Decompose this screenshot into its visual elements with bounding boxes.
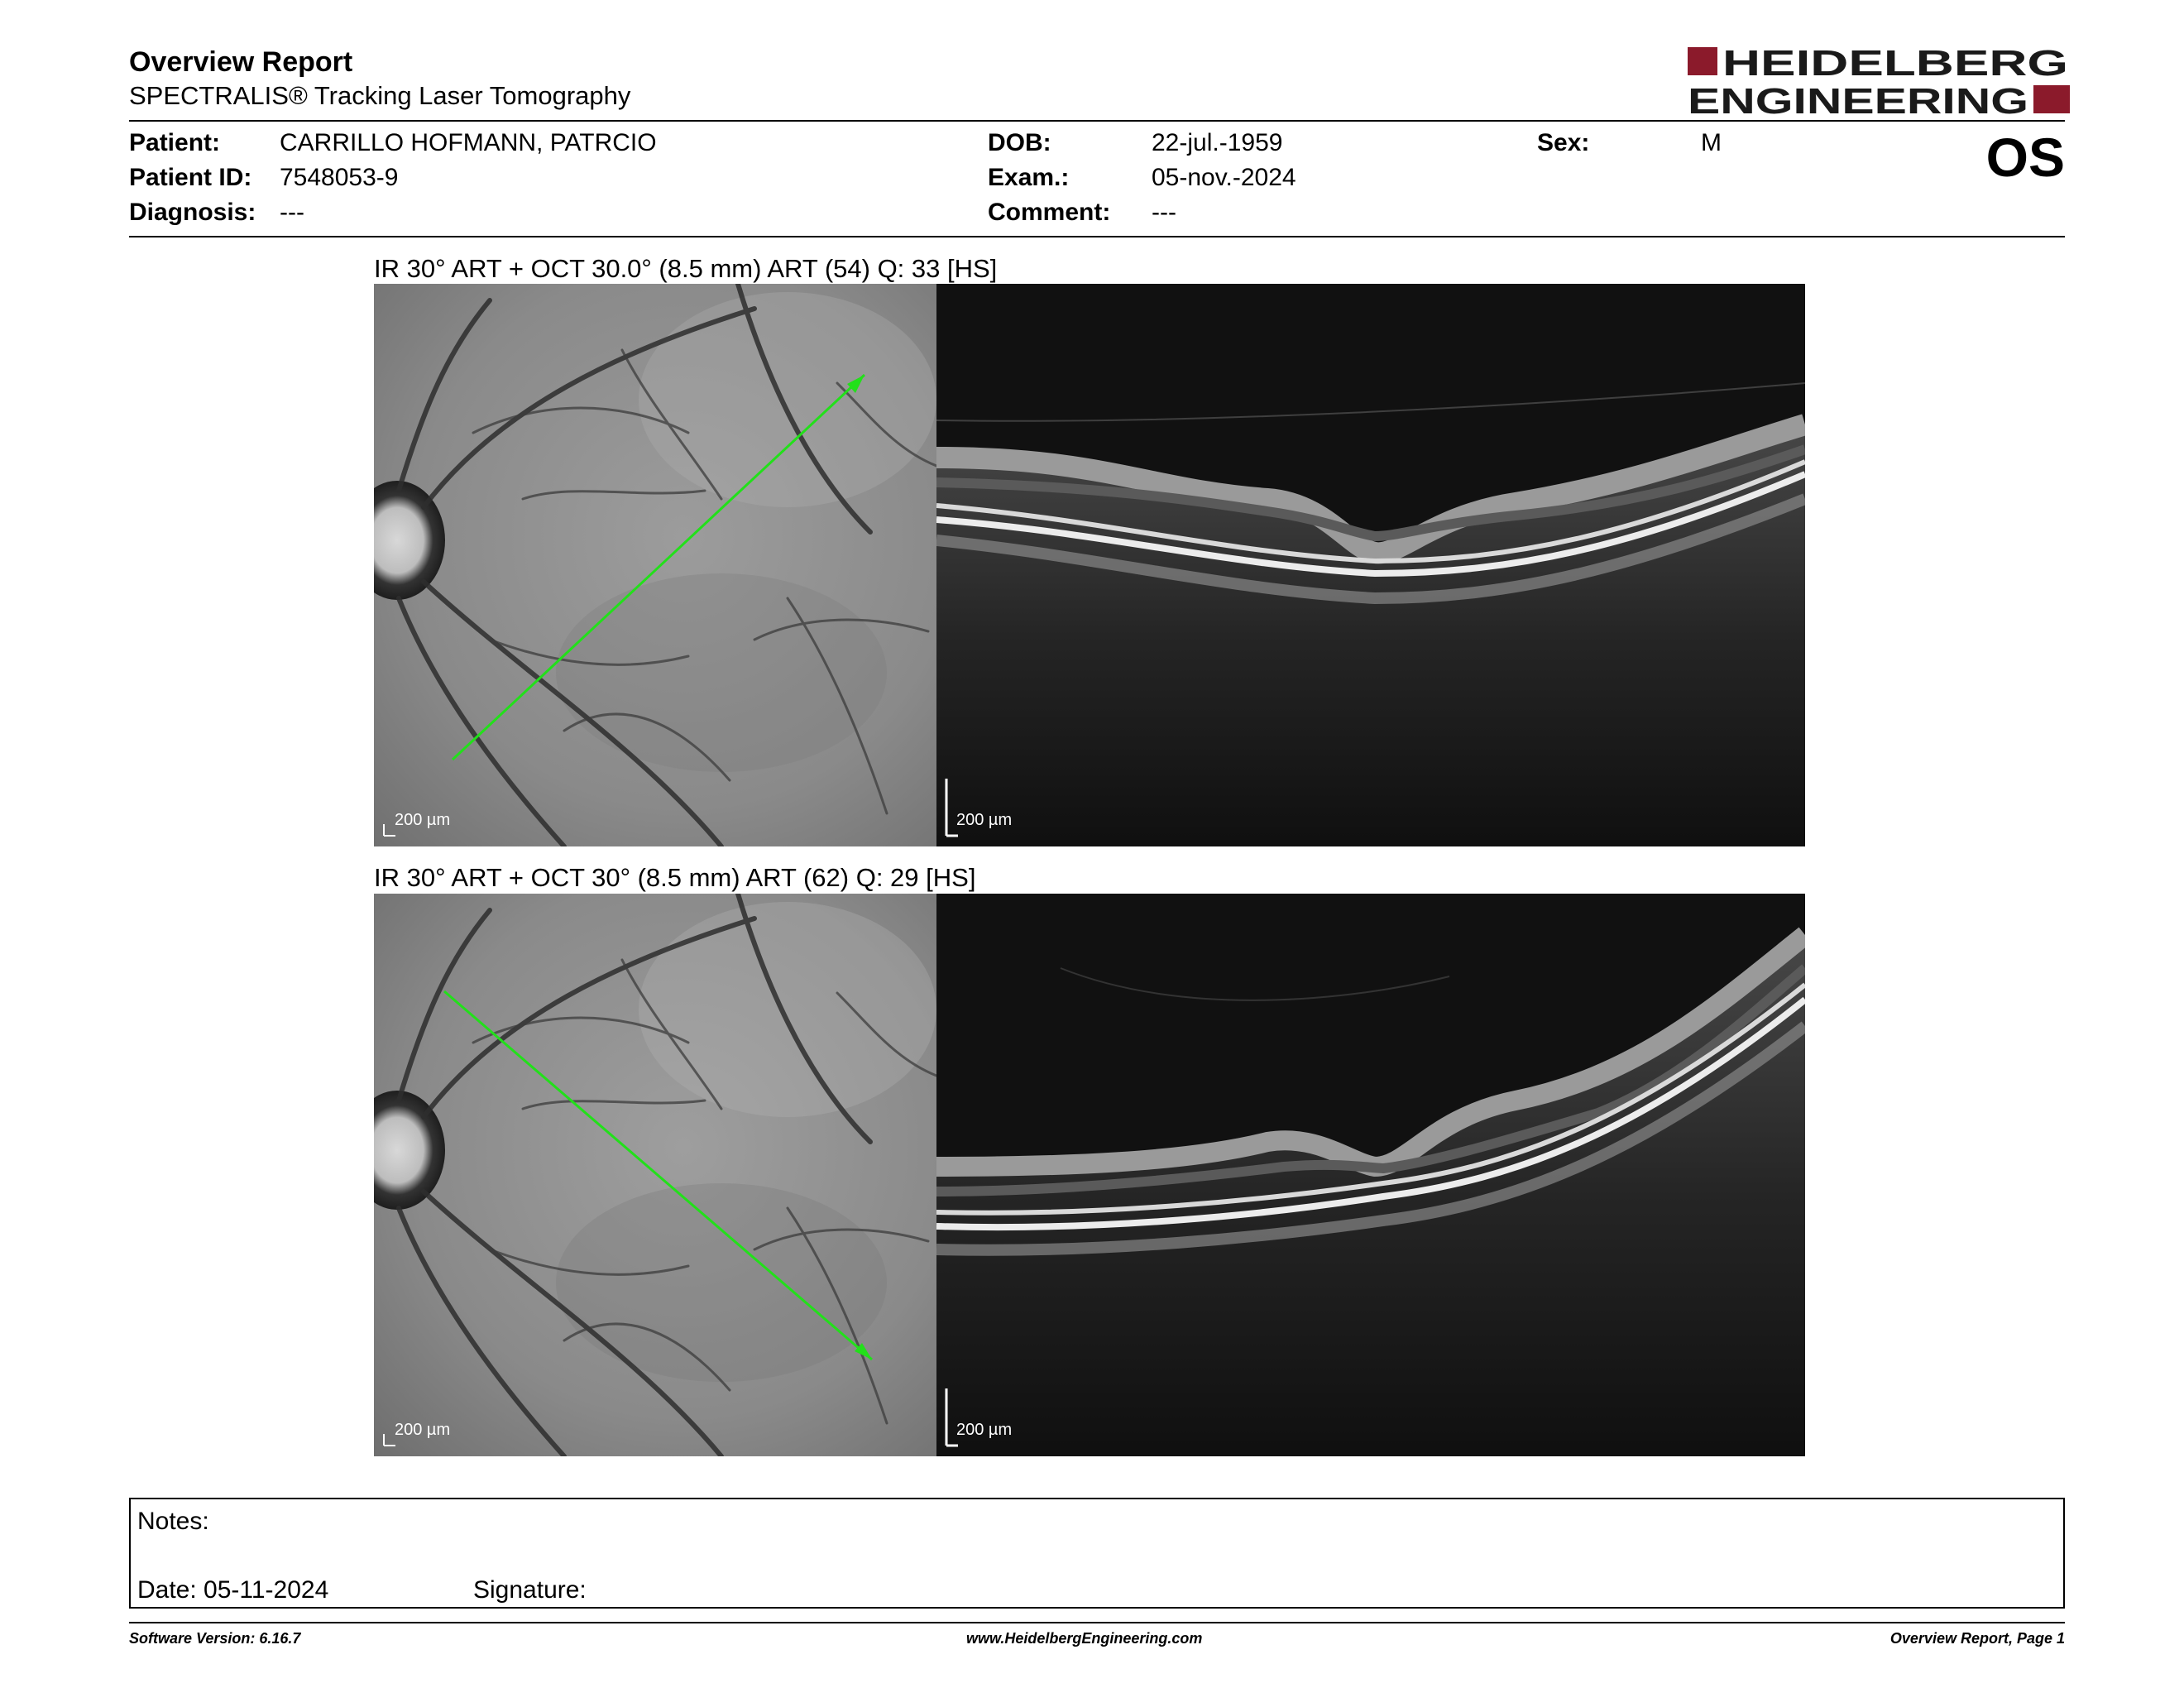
diagnosis-label: Diagnosis: <box>129 199 256 226</box>
info-rule <box>129 236 2065 237</box>
patient-id-label: Patient ID: <box>129 164 252 191</box>
notes-box <box>129 1498 2065 1609</box>
exam-value: 05-nov.-2024 <box>1152 164 1296 191</box>
signature-label: Signature: <box>473 1576 587 1604</box>
website-link[interactable]: www.HeidelbergEngineering.com <box>966 1630 1203 1647</box>
comment-value: --- <box>1152 199 1176 226</box>
scan-title-2: IR 30° ART + OCT 30° (8.5 mm) ART (62) Q: 29 [HS] <box>374 863 976 892</box>
patient-id-value: 7548053-9 <box>280 164 399 191</box>
dob-value: 22-jul.-1959 <box>1152 129 1283 156</box>
dob-label: DOB: <box>988 129 1051 156</box>
diagnosis-value: --- <box>280 199 304 226</box>
logo-text-1: HEIDELBERG <box>1722 46 2068 84</box>
oct-scale-label-1: 200 µm <box>956 811 1013 829</box>
oct-bscan-image-2 <box>936 894 1805 1456</box>
header-rule <box>129 120 2065 122</box>
report-subtitle: SPECTRALIS® Tracking Laser Tomography <box>129 81 631 110</box>
ir-scale-label-2: 200 µm <box>395 1421 451 1439</box>
oct-scale-label-2: 200 µm <box>956 1421 1013 1439</box>
page-indicator: Overview Report, Page 1 <box>1889 1630 2065 1647</box>
logo-text-2: ENGINEERING <box>1688 81 2028 116</box>
sex-label: Sex: <box>1537 129 1590 156</box>
oct-bscan-image-1 <box>936 284 1805 846</box>
comment-label: Comment: <box>988 199 1111 226</box>
footer-rule <box>129 1622 2065 1623</box>
ir-fundus-image-1 <box>374 284 936 846</box>
exam-label: Exam.: <box>988 164 1070 191</box>
patient-name: CARRILLO HOFMANN, PATRCIO <box>280 129 657 156</box>
ir-fundus-image-2 <box>374 894 936 1456</box>
eye-indicator: OS <box>1985 127 2065 188</box>
ir-scale-label-1: 200 µm <box>395 811 451 829</box>
notes-label: Notes: <box>137 1508 209 1535</box>
patient-label: Patient: <box>129 129 221 156</box>
report-title: Overview Report <box>129 46 353 78</box>
sex-value: M <box>1701 129 1722 156</box>
scan-title-1: IR 30° ART + OCT 30.0° (8.5 mm) ART (54) Q: 33 [HS] <box>374 254 998 283</box>
heidelberg-logo <box>1688 46 2070 116</box>
date-label: Date: 05-11-2024 <box>137 1576 329 1604</box>
software-version: Software Version: 6.16.7 <box>129 1630 301 1647</box>
